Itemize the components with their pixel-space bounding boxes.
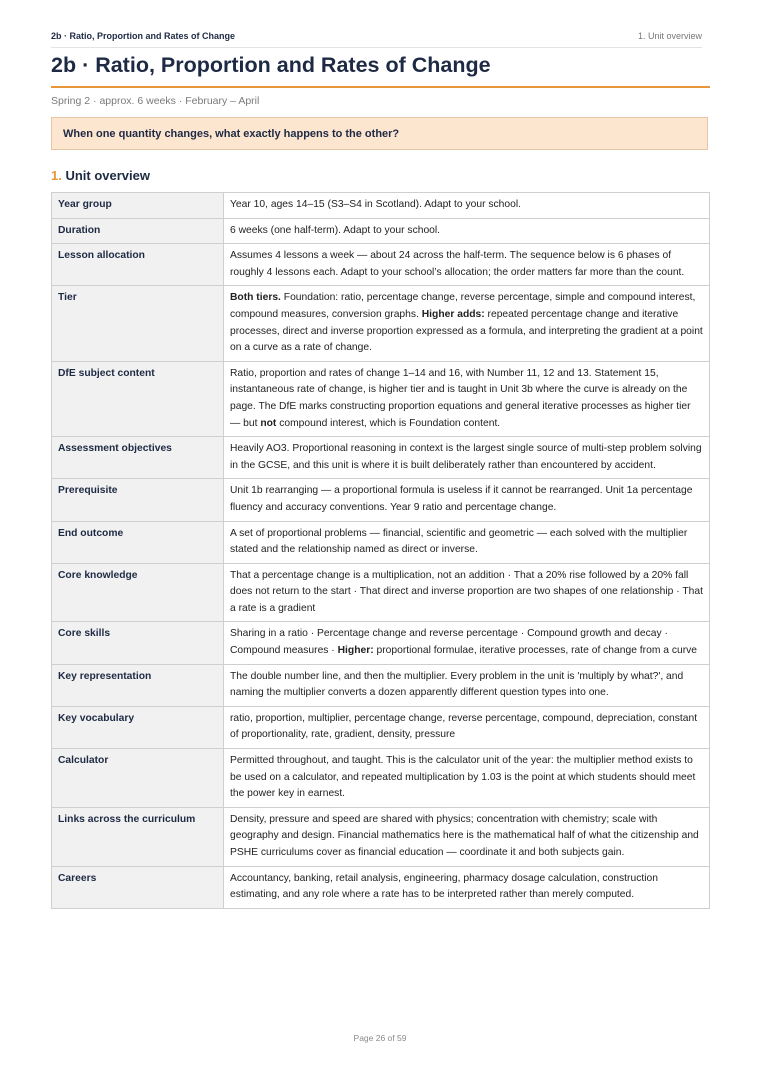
emphasis-text: Higher: (337, 645, 374, 657)
row-value (224, 563, 710, 622)
table-row (52, 664, 710, 706)
body-text: proportional formulae, iterative processes, rate of change from a curve (373, 645, 698, 657)
section-heading (51, 168, 150, 183)
section-number: 1. (51, 168, 62, 183)
row-label: Key representation (52, 664, 224, 706)
row-value (224, 749, 710, 808)
body-text: A set of proportional problems — financial, scientific and geometric — each solved with the multiplier stated and the relationship named as direct or inverse. (230, 527, 688, 556)
row-value (224, 437, 710, 479)
row-value (224, 286, 710, 361)
table-row (52, 563, 710, 622)
row-value (224, 218, 710, 244)
row-label: Links across the curriculum (52, 807, 224, 866)
body-text: Density, pressure and speed are shared with physics; concentration with chemistry; scale with geography and design. Financial mathematics here is the mathematical half of what the citizenship and PSHE curriculums cover as financial education — coordinate it and both subjects gain. (230, 813, 699, 858)
row-value (224, 521, 710, 563)
row-label: Careers (52, 866, 224, 908)
row-label: Prerequisite (52, 479, 224, 521)
running-header (51, 28, 702, 48)
row-label: Year group (52, 193, 224, 219)
body-text: Heavily AO3. Proportional reasoning in context is the largest single source of multi-step problem solving in the GCSE, and this unit is where it is built deliberately rather than encountered by accident. (230, 443, 702, 471)
table-row (52, 807, 710, 866)
body-text: That a percentage change is a multiplication, not an addition · That a 20% rise followed by a 20% fall does not return to the start · That direct and inverse proportion are two shapes of one relationship · That a rate is a gradient (230, 569, 703, 614)
table-row (52, 866, 710, 908)
row-value (224, 361, 710, 436)
row-label: Duration (52, 218, 224, 244)
body-text: Sharing in a ratio · Percentage change and reverse percentage · Compound growth and decay · Compound measures · (230, 628, 668, 657)
row-label: Lesson allocation (52, 244, 224, 286)
row-value (224, 479, 710, 521)
table-row (52, 521, 710, 563)
table-row (52, 361, 710, 436)
section-title: Unit overview (65, 168, 150, 183)
body-text: Permitted throughout, and taught. This is the calculator unit of the year: the multiplier method exists to be used on a calculator, and repeated multiplication by 1.03 is the point at which students should meet the power key in earnest. (230, 755, 696, 800)
body-text: Accountancy, banking, retail analysis, engineering, pharmacy dosage calculation, construction estimating, and any role where a rate has to be interpreted rather than merely computed. (230, 872, 658, 901)
body-text: The double number line, and then the multiplier. Every problem in the unit is 'multiply by what?', and naming the multiplier converts a dozen apparently different question types into one. (230, 670, 684, 699)
row-value (224, 622, 710, 664)
body-text: Year 10, ages 14–15 (S3–S4 in Scotland). Adapt to your school. (230, 199, 521, 210)
page-number: Page 26 of 59 (353, 1033, 407, 1043)
table-row (52, 218, 710, 244)
row-label: DfE subject content (52, 361, 224, 436)
row-label: Calculator (52, 749, 224, 808)
table-row (52, 479, 710, 521)
table-row (52, 749, 710, 808)
page-title: 2b · Ratio, Proportion and Rates of Change (51, 53, 491, 77)
row-label: End outcome (52, 521, 224, 563)
body-text: Ratio, proportion and rates of change 1–14 and 16, with Number 11, 12 and 13. Statement 15, instantaneous rate of change, is higher tier and is taught in Unit 3b where the curve is already on the page. The DfE marks constructing proportion equations and general iterative processes as higher tier — but (230, 367, 691, 429)
emphasis-text: Higher adds: (421, 308, 485, 320)
row-label: Assessment objectives (52, 437, 224, 479)
emphasis-text: Both tiers. (230, 292, 281, 304)
title-underline (51, 86, 710, 88)
table-row (52, 286, 710, 361)
table-row (52, 706, 710, 748)
body-text: Unit 1b rearranging — a proportional formula is useless if it cannot be rearranged. Unit 1a percentage fluency and accuracy conventions. Year 9 ratio and percentage change. (230, 485, 693, 513)
row-value (224, 706, 710, 748)
row-value (224, 193, 710, 219)
body-text: Assumes 4 lessons a week — about 24 across the half-term. The sequence below is 6 phases of roughly 4 lessons each. Adapt to your school’s allocation; the order matters far more than the count. (230, 250, 685, 278)
running-header-section: 1. Unit overview (637, 31, 702, 41)
row-value (224, 807, 710, 866)
row-value (224, 664, 710, 706)
key-question-callout (51, 117, 708, 150)
unit-overview-table (51, 192, 710, 909)
body-text: repeated percentage change and iterative processes, direct and inverse proportion expressed as a formula, and interpreting the gradient at a point on a curve as a rate of change. (230, 308, 703, 354)
row-label: Core knowledge (52, 563, 224, 622)
emphasis-text: not (260, 417, 277, 429)
row-value (224, 244, 710, 286)
page-subtitle: Spring 2 · approx. 6 weeks · February – April (51, 95, 260, 107)
body-text: Foundation: ratio, percentage change, reverse percentage, simple and compound interest, compound measures, conversion graphs. (230, 292, 696, 320)
key-question-text: When one quantity changes, what exactly happens to the other? (63, 127, 400, 140)
unit-overview-table-body (52, 193, 710, 909)
body-text: 6 weeks (one half-term). Adapt to your school. (230, 224, 441, 236)
table-row (52, 622, 710, 664)
row-label: Key vocabulary (52, 706, 224, 748)
table-row (52, 437, 710, 479)
table-row (52, 193, 710, 219)
table-row (52, 244, 710, 286)
running-header-unit: 2b · Ratio, Proportion and Rates of Change (51, 31, 236, 41)
row-value (224, 866, 710, 908)
body-text: ratio, proportion, multiplier, percentage change, reverse percentage, compound, depreciation, constant of proportionality, rate, gradient, density, pressure (230, 712, 698, 741)
body-text: compound interest, which is Foundation content. (276, 417, 501, 429)
row-label: Core skills (52, 622, 224, 664)
row-label: Tier (52, 286, 224, 361)
